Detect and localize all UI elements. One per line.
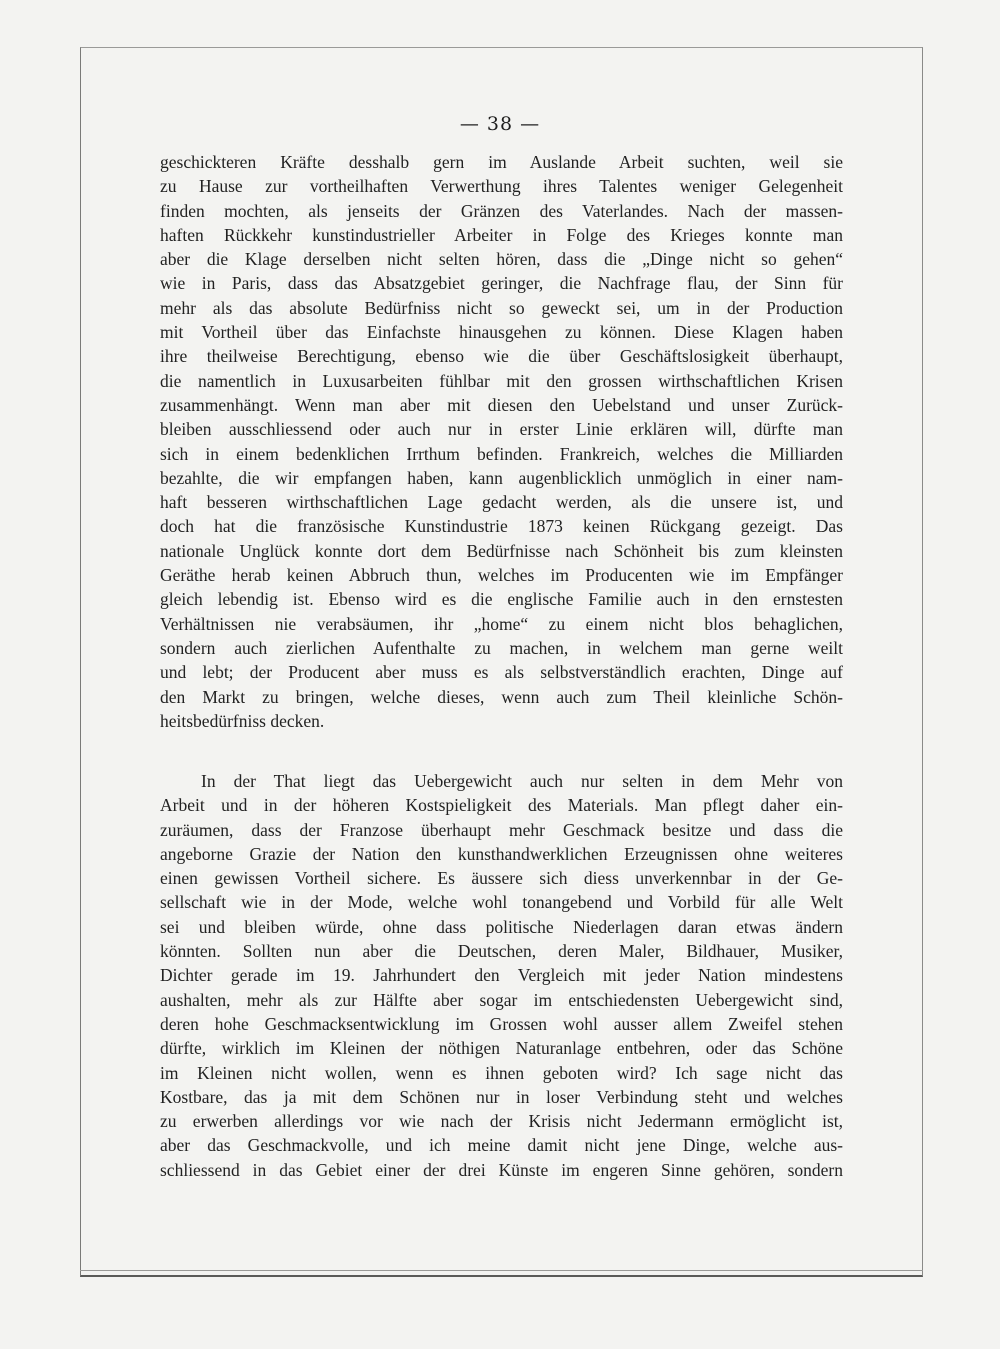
- text-line: sei und bleiben würde, ohne dass politische Niederlagen daran etwas ändern: [160, 916, 843, 937]
- text-line: bleiben ausschliessend oder auch nur in erster Linie erklären will, dürfte man: [160, 419, 843, 440]
- text-line: zu erwerben allerdings vor wie nach der Krisis nicht Jedermann ermöglicht ist,: [160, 1111, 843, 1132]
- text-line: aushalten, mehr als zur Hälfte aber sogar im entschiedensten Uebergewicht sind,: [160, 989, 843, 1010]
- text-line: gleich lebendig ist. Ebenso wird es die englische Familie auch in den ernstesten: [160, 589, 843, 610]
- text-line: aber das Geschmackvolle, und ich meine damit nicht jene Dinge, welche aus-: [160, 1135, 843, 1156]
- text-line: sondern auch zierlichen Aufenthalte zu machen, in welchem man gerne weilt: [160, 637, 843, 658]
- text-line: heitsbedürfniss decken.: [160, 710, 325, 731]
- text-line: haften Rückkehr kunstindustrieller Arbeiter in Folge des Krieges konnte man: [160, 224, 843, 245]
- text-line: den Markt zu bringen, welche dieses, wenn auch zum Theil kleinliche Schön-: [160, 686, 843, 707]
- text-line: zusammenhängt. Wenn man aber mit diesen den Uebelstand und unser Zurück-: [160, 394, 843, 415]
- text-line: doch hat die französische Kunstindustrie 1873 keinen Rückgang gezeigt. Das: [160, 516, 843, 537]
- text-line: In der That liegt das Uebergewicht auch nur selten in dem Mehr von: [201, 771, 843, 791]
- text-line: könnten. Sollten nun aber die Deutschen, deren Maler, Bildhauer, Musiker,: [160, 941, 843, 962]
- text-line: sellschaft wie in der Mode, welche wohl tonangebend und Vorbild für alle Welt: [160, 892, 843, 913]
- text-line: Geräthe herab keinen Abbruch thun, welches im Producenten wie im Empfänger: [160, 565, 843, 586]
- text-line: Arbeit und in der höheren Kostspieligkeit des Materials. Man pflegt daher ein-: [160, 795, 843, 816]
- paragraph-1: [160, 150, 843, 733]
- text-line: Kostbare, das ja mit dem Schönen nur in loser Verbindung steht und welches: [160, 1086, 843, 1107]
- text-line: Verhältnissen nie verabsäumen, ihr „home“ zu einem nicht blos behaglichen,: [160, 613, 843, 634]
- text-line: Dichter gerade im 19. Jahrhundert den Vergleich mit jeder Nation mindestens: [160, 965, 843, 986]
- text-line: finden mochten, als jenseits der Gränzen des Vaterlandes. Nach der massen-: [160, 200, 843, 221]
- text-line: sich in einem bedenklichen Irrthum befinden. Frankreich, welches die Milliarden: [160, 443, 843, 464]
- text-line: einen gewissen Vortheil sichere. Es äussere sich diess unverkennbar in der Ge-: [160, 868, 843, 889]
- paragraph-2: [160, 769, 843, 1182]
- text-line: mehr als das absolute Bedürfniss nicht so geweckt sei, um in der Production: [160, 297, 843, 318]
- text-line: zu Hause zur vortheilhaften Verwerthung ihres Talentes weniger Gelegenheit: [160, 176, 843, 197]
- page-number: — 38 —: [459, 113, 541, 135]
- text-line: zuräumen, dass der Franzose überhaupt mehr Geschmack besitze und dass die: [160, 819, 843, 840]
- bottom-border-rule: [80, 1270, 923, 1271]
- text-line: im Kleinen nicht wollen, wenn es ihnen geboten wird? Ich sage nicht das: [160, 1062, 843, 1083]
- text-line: und lebt; der Producent aber muss es als selbstverständlich erachten, Dinge auf: [160, 662, 843, 683]
- text-line: deren hohe Geschmacksentwicklung im Grossen wohl ausser allem Zweifel stehen: [160, 1013, 843, 1034]
- text-line: aber die Klage derselben nicht selten hören, dass die „Dinge nicht so gehen“: [160, 249, 843, 270]
- text-line: haft besseren wirthschaftlichen Lage gedacht werden, als die unsere ist, und: [160, 492, 843, 513]
- text-line: geschickteren Kräfte desshalb gern im Auslande Arbeit suchten, weil sie: [160, 152, 843, 172]
- text-line: dürfte, wirklich im Kleinen der nöthigen Naturanlage entbehren, oder das Schöne: [160, 1038, 843, 1059]
- text-line: schliessend in das Gebiet einer der drei Künste im engeren Sinne gehören, sondern: [160, 1159, 843, 1180]
- text-line: nationale Unglück konnte dort dem Bedürfnisse nach Schönheit bis zum kleinsten: [160, 540, 843, 561]
- text-line: die namentlich in Luxusarbeiten fühlbar mit den grossen wirthschaftlichen Krisen: [160, 370, 843, 391]
- text-line: mit Vortheil über das Einfachste hinausgehen zu können. Diese Klagen haben: [160, 322, 843, 343]
- text-line: wie in Paris, dass das Absatzgebiet geringer, die Nachfrage flau, der Sinn für: [160, 273, 843, 294]
- text-line: bezahlte, die wir empfangen haben, kann augenblicklich unmöglich in einer nam-: [160, 467, 843, 488]
- text-line: angeborne Grazie der Nation den kunsthandwerklichen Erzeugnissen ohne weiteres: [160, 843, 843, 864]
- text-line: ihre theilweise Berechtigung, ebenso wie die über Geschäftslosigkeit überhaupt,: [160, 346, 843, 367]
